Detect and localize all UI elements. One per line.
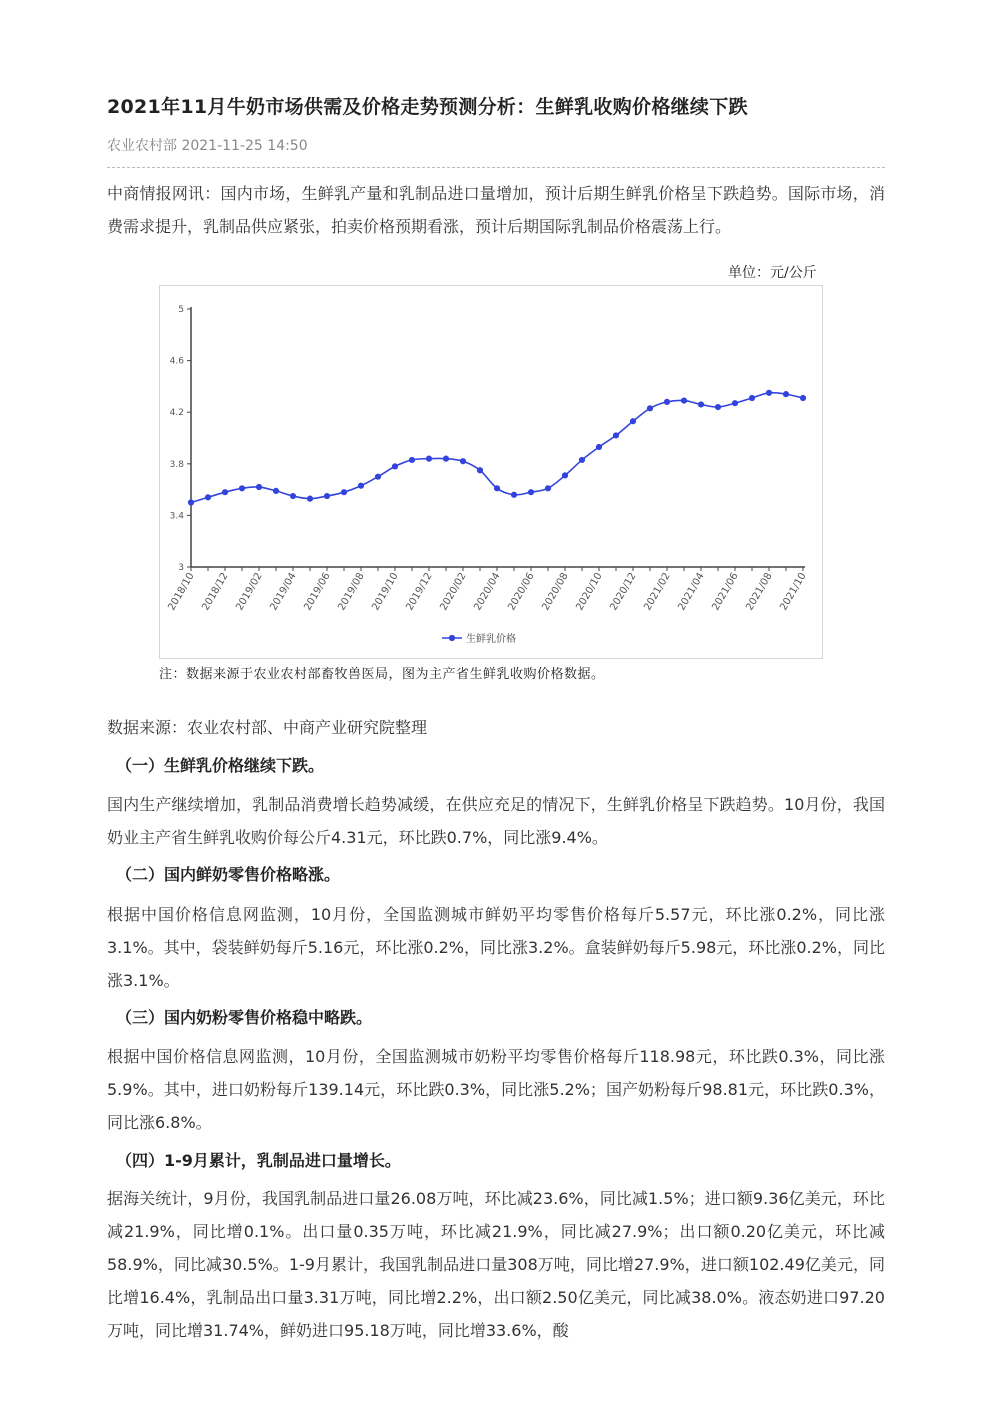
legend-label: 生鲜乳价格	[466, 634, 516, 645]
data-point	[613, 432, 619, 438]
x-tick-label: 2019/10	[370, 571, 401, 613]
data-point	[239, 485, 245, 491]
article-source[interactable]: 农业农村部	[107, 138, 177, 154]
data-point	[358, 483, 364, 489]
section-1-heading: （一）生鲜乳价格继续下跌。	[116, 756, 325, 775]
data-point	[324, 493, 330, 499]
x-tick-label: 2020/12	[608, 571, 639, 613]
x-tick-label: 2021/10	[778, 571, 809, 613]
data-point	[443, 456, 449, 462]
section-4-body: 据海关统计，9月份，我国乳制品进口量26.08万吨，环比减23.6%，同比减1.5%；进口额9.36亿美元，环比减21.9%，同比增0.1%。出口量0.35万吨，环比减21.9%，同比减27.9%；出口额0.20亿美元，环比减58.9%，同比减30.5%。1-9月累计，我国乳制品进口量308万吨，同比增27.9%，进口额102.49亿美元，同比增16.4%，乳制品出口量3.31万吨，同比增2.2%，出口额2.50亿美元，同比减38.0%。液态奶进口97.20万吨，同比增31.74%，鲜奶进口95.18万吨，同比增33.6%，酸	[107, 1189, 885, 1340]
section-2-heading: （二）国内鲜奶零售价格略涨。	[116, 865, 341, 884]
y-tick-label: 4.6	[169, 356, 184, 367]
data-point	[732, 400, 738, 406]
x-tick-label: 2018/12	[200, 571, 231, 613]
x-tick-label: 2020/10	[574, 571, 605, 613]
x-tick-label: 2019/04	[268, 571, 299, 613]
data-point	[409, 457, 415, 463]
section-3-heading: （三）国内奶粉零售价格稳中略跌。	[116, 1008, 373, 1027]
legend-marker	[449, 635, 455, 641]
data-point	[562, 472, 568, 478]
data-point	[715, 404, 721, 410]
price-chart-svg	[160, 286, 822, 658]
x-tick-label: 2020/04	[472, 571, 503, 613]
y-tick-label: 4.2	[169, 408, 184, 419]
data-point	[273, 488, 279, 494]
data-point	[494, 485, 500, 491]
data-point	[307, 496, 313, 502]
data-point	[749, 395, 755, 401]
x-tick-label: 2021/08	[744, 571, 775, 613]
data-point	[426, 456, 432, 462]
data-point	[596, 444, 602, 450]
intro-paragraph: 中商情报网讯：国内市场，生鲜乳产量和乳制品进口量增加，预计后期生鲜乳价格呈下跌趋势。国际市场，消费需求提升，乳制品供应紧张，拍卖价格预期看涨，预计后期国际乳制品价格震荡上行。	[107, 184, 885, 236]
x-tick-label: 2019/02	[234, 571, 265, 613]
data-point	[375, 474, 381, 480]
data-point	[783, 391, 789, 397]
data-point	[290, 493, 296, 499]
data-point	[579, 457, 585, 463]
x-tick-label: 2018/10	[166, 571, 197, 613]
data-point	[545, 485, 551, 491]
x-tick-label: 2021/06	[710, 571, 741, 613]
data-point	[477, 467, 483, 473]
x-tick-label: 2021/04	[676, 571, 707, 613]
article-datetime: 2021-11-25 14:50	[181, 138, 308, 154]
y-tick-label: 3.4	[169, 511, 184, 522]
data-point	[222, 489, 228, 495]
y-tick-label: 3	[178, 563, 184, 573]
data-point	[664, 399, 670, 405]
data-point	[511, 492, 517, 498]
x-tick-label: 2020/02	[438, 571, 469, 613]
data-point	[698, 401, 704, 407]
meta-divider	[107, 167, 885, 168]
x-tick-label: 2020/06	[506, 571, 537, 613]
data-point	[766, 390, 772, 396]
x-tick-label: 2019/12	[404, 571, 435, 613]
data-source-line: 数据来源：农业农村部、中商产业研究院整理	[107, 718, 428, 737]
article-title: 2021年11月牛奶市场供需及价格走势预测分析：生鲜乳收购价格继续下跌	[107, 96, 748, 118]
price-chart	[159, 285, 823, 659]
x-tick-label: 2019/08	[336, 571, 367, 613]
section-1-body: 国内生产继续增加，乳制品消费增长趋势减缓，在供应充足的情况下，生鲜乳价格呈下跌趋势。10月份，我国奶业主产省生鲜乳收购价每公斤4.31元，环比跌0.7%，同比涨9.4%。	[107, 795, 885, 847]
data-point	[205, 494, 211, 500]
x-tick-label: 2021/02	[642, 571, 673, 613]
chart-unit-label: 单位：元/公斤	[728, 265, 817, 281]
section-2-body: 根据中国价格信息网监测，10月份，全国监测城市鲜奶平均零售价格每斤5.57元，环比涨0.2%，同比涨3.1%。其中，袋装鲜奶每斤5.16元，环比涨0.2%，同比涨3.2%。盒装鲜奶每斤5.98元，环比涨0.2%，同比涨3.1%。	[107, 905, 885, 990]
data-point	[188, 499, 194, 505]
chart-note: 注：数据来源于农业农村部畜牧兽医局，图为主产省生鲜乳收购价格数据。	[159, 667, 605, 682]
article-meta	[107, 135, 308, 155]
section-4-heading: （四）1-9月累计，乳制品进口量增长。	[116, 1151, 401, 1170]
x-tick-label: 2019/06	[302, 571, 333, 613]
section-3-body: 根据中国价格信息网监测，10月份，全国监测城市奶粉平均零售价格每斤118.98元，环比跌0.3%，同比涨5.9%。其中，进口奶粉每斤139.14元，环比跌0.3%，同比涨5.2%；国产奶粉每斤98.81元，环比跌0.3%，同比涨6.8%。	[107, 1047, 885, 1132]
data-point	[528, 489, 534, 495]
y-tick-label: 5	[178, 305, 184, 315]
data-point	[392, 463, 398, 469]
data-point	[256, 484, 262, 490]
data-point	[630, 418, 636, 424]
data-point	[800, 395, 806, 401]
data-point	[681, 397, 687, 403]
data-point	[460, 458, 466, 464]
y-tick-label: 3.8	[169, 459, 184, 470]
data-point	[341, 489, 347, 495]
data-point	[647, 405, 653, 411]
x-tick-label: 2020/08	[540, 571, 571, 613]
